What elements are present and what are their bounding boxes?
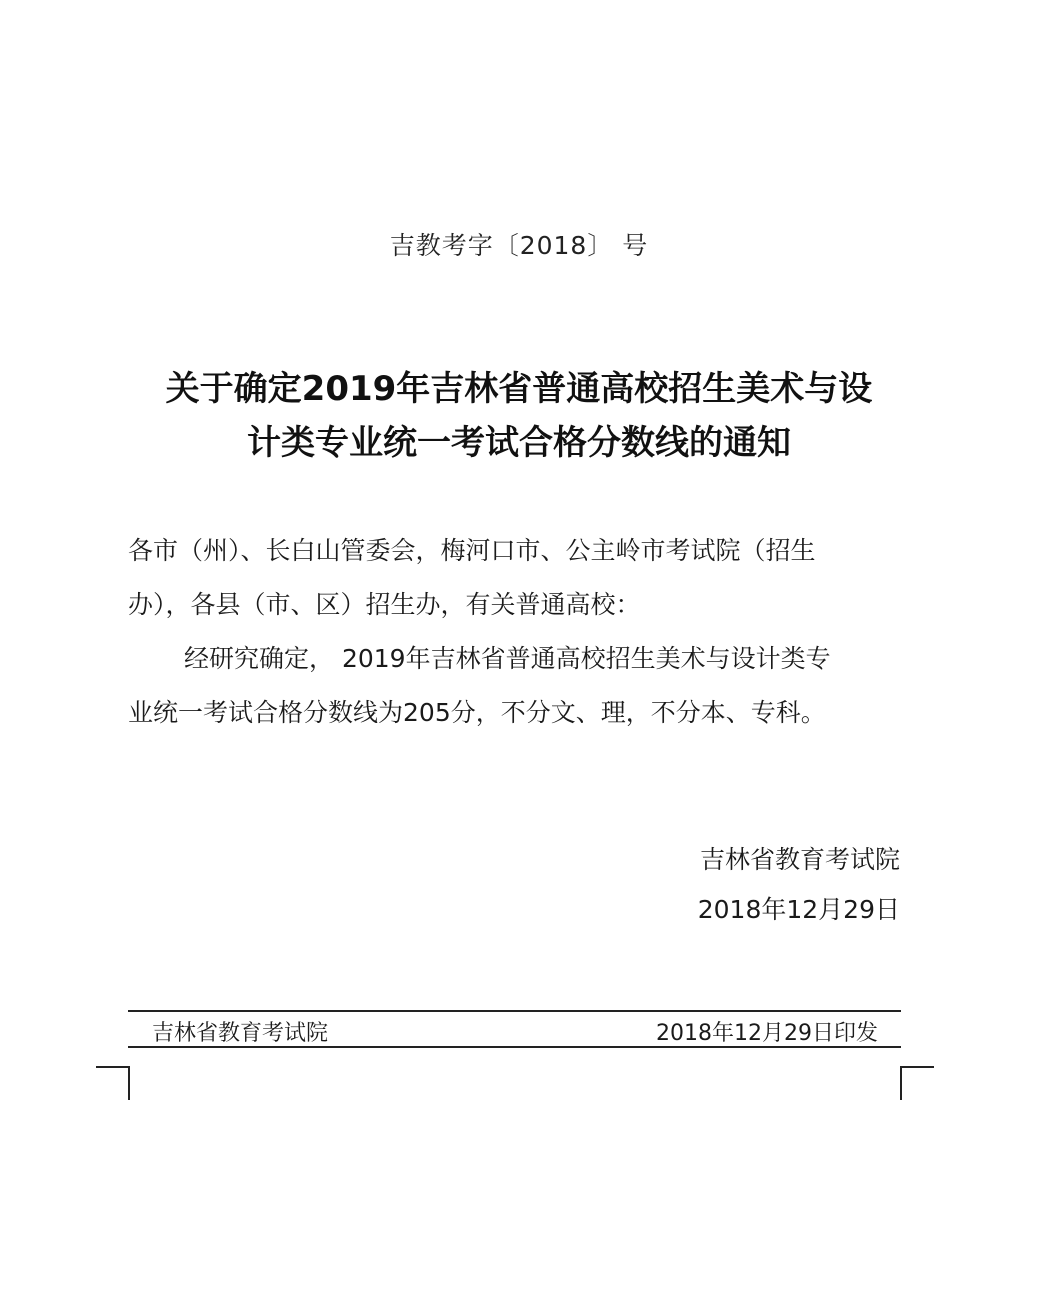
- signature-date: 2018年12月29日: [697, 895, 900, 924]
- document-number: 吉教考字〔2018〕 号: [389, 231, 649, 260]
- corner-mark-right: [900, 1066, 934, 1100]
- body-line-1: 经研究确定， 2019年吉林省普通高校招生美术与设计类专: [184, 644, 831, 673]
- notice-title: [100, 362, 938, 470]
- corner-mark-left: [96, 1066, 130, 1100]
- salutation-line-1: 各市（州）、长白山管委会，梅河口市、公主岭市考试院（招生: [128, 536, 816, 565]
- footer-issuer: 吉林省教育考试院: [152, 1021, 329, 1046]
- footer-bottom-rule: [128, 1046, 901, 1048]
- title-line-2: 计类专业统一考试合格分数线的通知: [247, 423, 791, 463]
- body-line-2: 业统一考试合格分数线为205分，不分文、理，不分本、专科。: [128, 698, 826, 727]
- title-line-1: 关于确定2019年吉林省普通高校招生美术与设: [165, 369, 873, 409]
- footer-issued-date: 2018年12月29日印发: [656, 1021, 878, 1046]
- footer-top-rule: [128, 1010, 901, 1012]
- signature-issuer: 吉林省教育考试院: [699, 845, 900, 874]
- salutation-line-2: 办），各县（市、区）招生办，有关普通高校：: [128, 590, 641, 619]
